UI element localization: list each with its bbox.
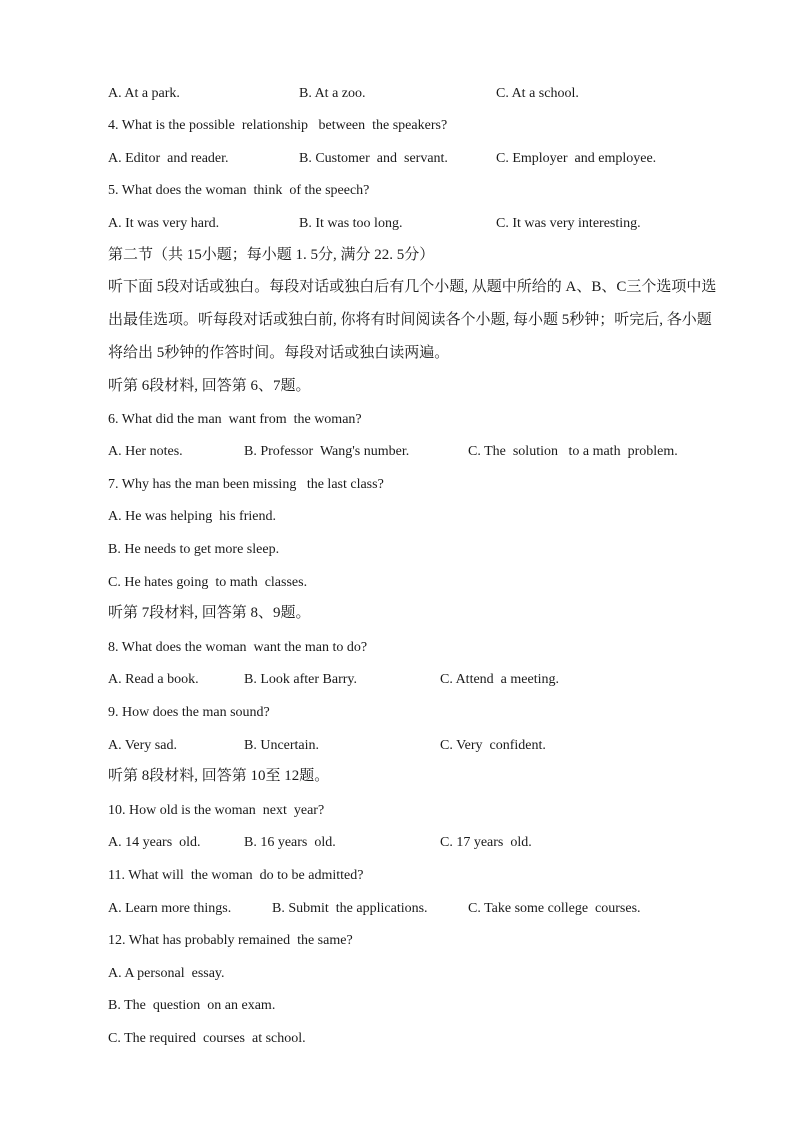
q6-option-a: A. Her notes.: [108, 444, 183, 459]
material-7-heading: 听第 7段材料, 回答第 8、9题。: [108, 605, 311, 621]
q7-stem: 7. Why has the man been missing the last class?: [108, 477, 384, 492]
section2-instructions: 听下面 5段对话或独白。每段对话或独白后有几个小题, 从题中所给的 A、B、C三个选项中选出最佳选项。听每段对话或独白前, 你将有时间阅读各个小题, 每小题 5秒钟；听完后, 各小题将给出 5秒钟的作答时间。每段对话或独白读两遍。: [108, 279, 717, 361]
q12-option-a: A. A personal essay.: [108, 966, 225, 981]
q11-stem: 11. What will the woman do to be admitted?: [108, 868, 364, 883]
q9-option-a: A. Very sad.: [108, 738, 177, 753]
q11-option-b: B. Submit the applications.: [272, 901, 428, 916]
q10-option-a: A. 14 years old.: [108, 835, 201, 850]
q6-stem: 6. What did the man want from the woman?: [108, 412, 362, 427]
q7-option-c: C. He hates going to math classes.: [108, 575, 308, 590]
q3-option-c: C. At a school.: [496, 86, 579, 101]
q4-stem: 4. What is the possible relationship between the speakers?: [108, 118, 448, 133]
material-6-heading: 听第 6段材料, 回答第 6、7题。: [108, 378, 311, 394]
q5-option-c: C. It was very interesting.: [496, 216, 641, 231]
q9-stem: 9. How does the man sound?: [108, 705, 270, 720]
q5-option-b: B. It was too long.: [299, 216, 403, 231]
q5-option-a: A. It was very hard.: [108, 216, 220, 231]
q12-stem: 12. What has probably remained the same?: [108, 933, 353, 948]
section2-heading: 第二节（共 15小题；每小题 1. 5分, 满分 22. 5分）: [108, 247, 435, 263]
q6-option-b: B. Professor Wang's number.: [244, 444, 410, 459]
q10-option-c: C. 17 years old.: [440, 835, 532, 850]
q8-option-c: C. Attend a meeting.: [440, 672, 559, 687]
q7-option-a: A. He was helping his friend.: [108, 509, 276, 524]
q6-option-c: C. The solution to a math problem.: [468, 444, 678, 459]
q4-option-c: C. Employer and employee.: [496, 151, 657, 166]
q11-option-c: C. Take some college courses.: [468, 901, 641, 916]
q8-stem: 8. What does the woman want the man to do?: [108, 640, 368, 655]
q12-option-b: B. The question on an exam.: [108, 998, 276, 1013]
q12-option-c: C. The required courses at school.: [108, 1031, 306, 1046]
q9-option-b: B. Uncertain.: [244, 738, 320, 753]
material-8-heading: 听第 8段材料, 回答第 10至 12题。: [108, 768, 330, 784]
q3-option-a: A. At a park.: [108, 86, 180, 101]
q10-stem: 10. How old is the woman next year?: [108, 803, 325, 818]
q5-stem: 5. What does the woman think of the speech?: [108, 183, 370, 198]
q4-option-a: A. Editor and reader.: [108, 151, 229, 166]
q10-option-b: B. 16 years old.: [244, 835, 336, 850]
q7-option-b: B. He needs to get more sleep.: [108, 542, 280, 557]
q8-option-b: B. Look after Barry.: [244, 672, 357, 687]
q3-option-b: B. At a zoo.: [299, 86, 366, 101]
q9-option-c: C. Very confident.: [440, 738, 546, 753]
q4-option-b: B. Customer and servant.: [299, 151, 448, 166]
q8-option-a: A. Read a book.: [108, 672, 199, 687]
q11-option-a: A. Learn more things.: [108, 901, 232, 916]
